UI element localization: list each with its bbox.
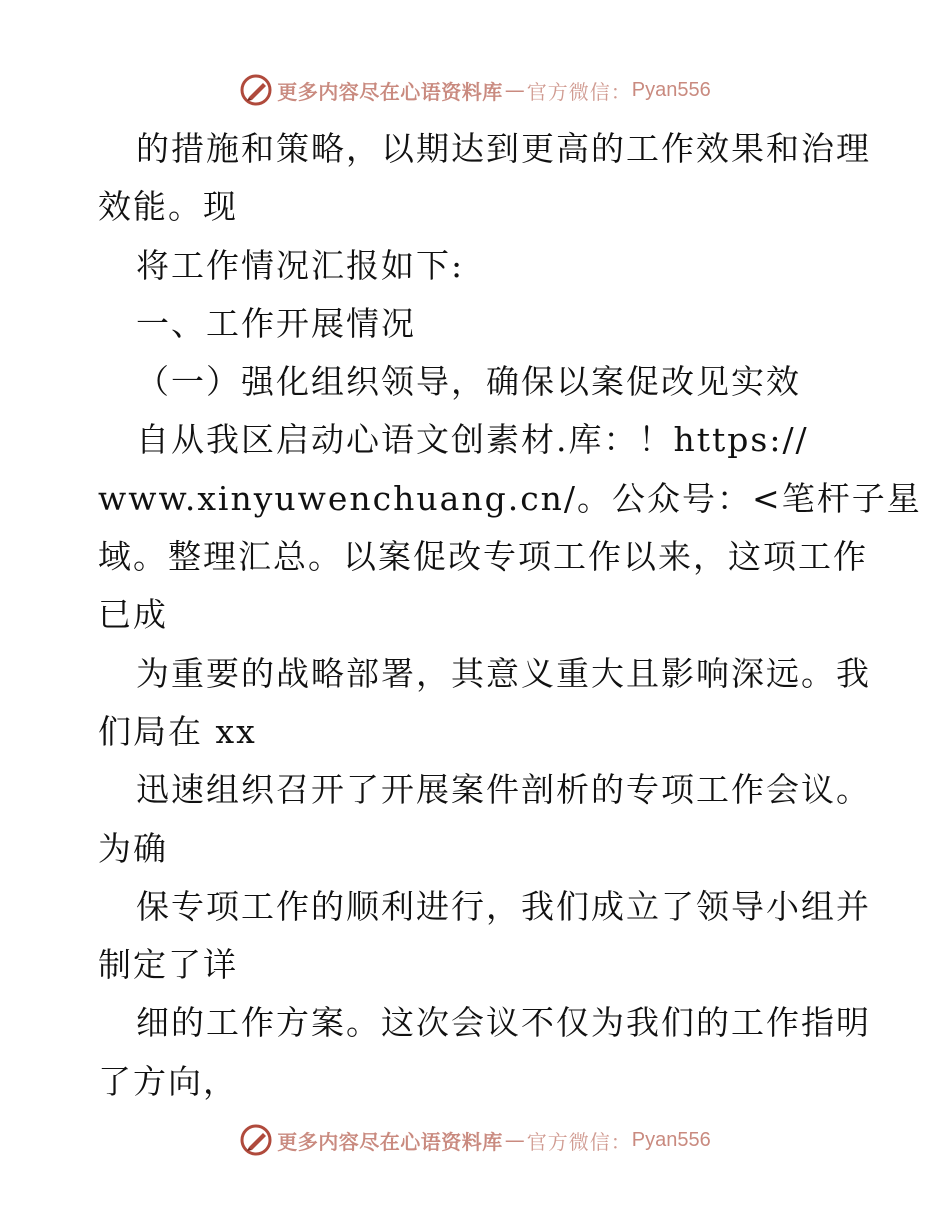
footer-dash: — — [504, 1128, 525, 1152]
pen-logo-icon — [239, 1123, 273, 1157]
body-line: 的措施和策略，以期达到更高的工作效果和治理 — [136, 129, 871, 168]
body-line: 自从我区启动心语文创素材.库：！https:// — [136, 420, 809, 460]
body-line: www.xinyuwenchuang.cn/。公众号：<笔杆子星 — [98, 478, 922, 518]
body-line: 迅速组织召开了开展案件剖析的专项工作会议。 — [136, 770, 871, 810]
header-official-label: 官方微信： — [526, 79, 632, 104]
body-line: 细的工作方案。这次会议不仅为我们的工作指明 — [136, 1003, 871, 1043]
header-dash: — — [504, 78, 525, 102]
body-line: 为确 — [98, 828, 168, 868]
body-line: 为重要的战略部署，其意义重大且影响深远。我 — [136, 653, 871, 693]
body-line: 域。整理汇总。以案促改专项工作以来，这项工作 — [98, 537, 868, 577]
footer-banner — [0, 1120, 950, 1160]
section-heading: 一、工作开展情况 — [136, 303, 416, 343]
body-line: 效能。现 — [98, 187, 238, 227]
body-line: 已成 — [98, 595, 168, 635]
body-line: 了方向， — [98, 1061, 238, 1101]
header-wechat-id: Pyan556 — [631, 78, 711, 101]
body-line: 制定了详 — [98, 945, 238, 985]
header-promo-text: 更多内容尽在心语资料库 — [277, 79, 503, 104]
pen-logo-icon — [239, 73, 273, 107]
footer-wechat-id: Pyan556 — [631, 1128, 711, 1151]
body-line: 将工作情况汇报如下: — [136, 245, 465, 285]
subsection-heading: （一）强化组织领导，确保以案促改见实效 — [136, 362, 801, 402]
footer-promo-text: 更多内容尽在心语资料库 — [277, 1129, 503, 1154]
footer-official-label: 官方微信： — [526, 1129, 632, 1154]
document-body — [98, 120, 922, 1111]
header-banner — [0, 70, 950, 110]
body-line: 保专项工作的顺利进行，我们成立了领导小组并 — [136, 886, 871, 926]
body-line: 们局在 xx — [98, 711, 257, 751]
